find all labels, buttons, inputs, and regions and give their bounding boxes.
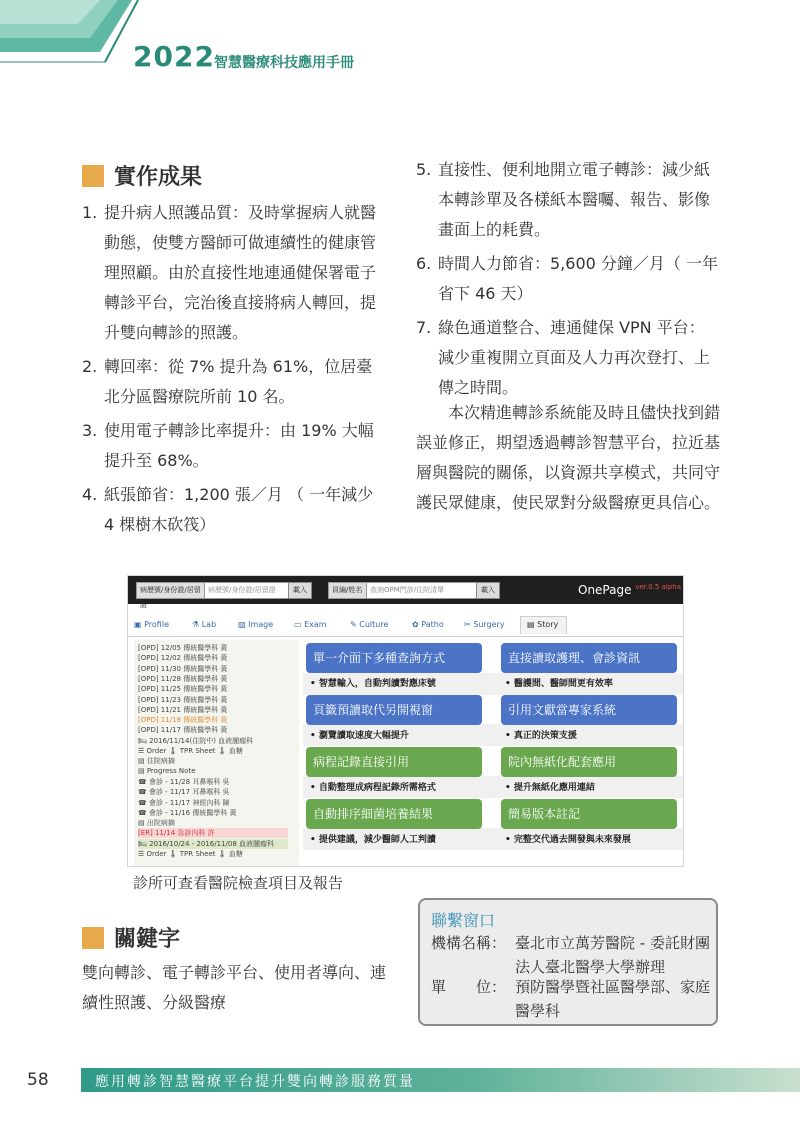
tab-story[interactable]: ▤ Story — [520, 616, 567, 634]
feature-bullet: • 瀏覽讀取速度大幅提升 — [310, 728, 409, 741]
feature-bullet: • 真正的決策支援 — [505, 728, 577, 741]
contact-unit-value: 預防醫學暨社區醫學部、家庭醫學科 — [515, 978, 711, 1020]
record-item[interactable]: ☎ 會診 - 11/16 傳統醫學科 黃 — [138, 808, 237, 817]
feature-bullet: • 自動整理成病程記錄所需格式 — [310, 780, 436, 793]
list-item: 7. 綠色通道整合、連通健保 VPN 平台：減少重複開立頁面及人力再次登打、上傳之時間。 — [416, 318, 711, 397]
heading-square-icon — [82, 165, 104, 187]
tab-image[interactable]: ▨ Image — [238, 620, 274, 629]
onepage-topbar — [128, 576, 683, 609]
feature-box: 引用文獻當專家系統 — [501, 695, 677, 725]
record-item[interactable]: ☰ Order 🌡 TPR Sheet 🌡 血糖 — [138, 850, 243, 858]
contact-org-value: 臺北市立萬芳醫院 - 委託財團法人臺北醫學大學辦理 — [515, 934, 710, 976]
list-item: 5. 直接性、便利地開立電子轉診：減少紙本轉診單及各樣紙本醫囑、報告、影像畫面上的耗費。 — [416, 160, 711, 239]
header-subtitle: 智慧醫療科技應用手冊 — [214, 55, 354, 71]
load-patient-button[interactable]: 載入 — [288, 582, 312, 599]
feature-box: 自動排序細菌培養結果 — [306, 799, 482, 829]
contact-title: 聯繫窗口 — [431, 911, 496, 930]
record-item[interactable]: ☎ 會診 - 11/28 耳鼻喉科 吳 — [138, 777, 230, 786]
feature-bullet: • 智慧輸入，自動判讀對應床號 — [310, 676, 436, 689]
list-item: 6. 時間人力節省：5,600 分鐘／月（ 一年省下 46 天） — [416, 254, 718, 303]
patient-id-input[interactable]: 病歷號/身份證/居留證 — [204, 582, 290, 599]
contact-unit-row — [431, 975, 716, 1025]
staff-label: 員編/姓名 — [328, 582, 368, 599]
tab-profile[interactable]: ▣ Profile — [134, 620, 169, 629]
feature-bullet: • 提升無紙化應用連結 — [505, 780, 595, 793]
results-heading — [82, 160, 202, 191]
header-decoration — [0, 0, 150, 80]
onepage-tabs — [128, 616, 683, 637]
record-item[interactable]: ☰ Order 🌡 TPR Sheet 🌡 血糖 — [138, 747, 243, 755]
footer-bar — [81, 1068, 800, 1092]
record-item[interactable]: [OPD] 11/30 傳統醫學科 黃 — [138, 664, 228, 673]
feature-box: 直接讀取護理、會診資訊 — [501, 643, 677, 673]
contact-box — [418, 898, 718, 1026]
record-item[interactable]: ☎ 會診 - 11/17 耳鼻喉科 吳 — [138, 788, 230, 797]
record-item[interactable]: [ER] 11/14 急診內科 許 — [138, 828, 288, 838]
feature-box: 院內無紙化配套應用 — [501, 747, 677, 777]
record-item[interactable]: [OPD] 11/18 傳統醫學科 黃 — [138, 716, 228, 725]
load-staff-button[interactable]: 載入 — [476, 582, 500, 599]
tab-surgery[interactable]: ✂ Surgery — [464, 620, 505, 629]
footer-title: 應用轉診智慧醫療平台提升雙向轉診服務質量 — [95, 1074, 415, 1090]
tab-exam[interactable]: ▭ Exam — [294, 620, 327, 629]
list-item: 4. 紙張節省：1,200 張／月 （ 一年減少 4 棵樹木砍筏） — [82, 485, 374, 534]
contact-org-label: 機構名稱： — [431, 934, 507, 952]
list-item: 2. 轉回率：從 7% 提升為 61%，位居臺北分區醫療院所前 10 名。 — [82, 357, 373, 406]
record-item[interactable]: 🛏 2016/10/24 - 2016/11/08 血液腫瘤科 — [138, 839, 288, 849]
page-number: 58 — [27, 1070, 49, 1090]
closing-paragraph: 本次精進轉診系統能及時且儘快找到錯誤並修正，期望透過轉診智慧平台，拉近基層與醫院的關係，以資源共享模式，共同守護民眾健康，使民眾對分級醫療更具信心。 — [416, 403, 721, 512]
keywords-title: 關鍵字 — [114, 927, 181, 952]
app-title: OnePage $^{ver.0.5 alpha}$ — [578, 583, 681, 597]
feature-box: 頁籤預讀取代另開視窗 — [306, 695, 482, 725]
tab-culture[interactable]: ✎ Culture — [350, 620, 389, 629]
record-item[interactable]: [OPD] 11/25 傳統醫學科 黃 — [138, 685, 228, 694]
feature-box: 病程記錄直接引用 — [306, 747, 482, 777]
feature-bullet: • 提供建議，減少醫師人工判讀 — [310, 832, 436, 845]
staff-input[interactable]: 查詢OPM門診/住院清單 — [366, 582, 478, 599]
record-item[interactable]: [OPD] 11/17 傳統醫學科 黃 — [138, 726, 228, 735]
record-item[interactable]: 🛏 2016/11/14(住院中) 血液腫瘤科 — [138, 736, 254, 745]
list-item: 3. 使用電子轉診比率提升：由 19% 大幅提升至 68%。 — [82, 421, 374, 470]
keywords-heading — [82, 922, 180, 953]
record-item[interactable]: ▤ 住院病摘 — [138, 757, 175, 766]
feature-box: 簡易版本註記 — [501, 799, 677, 829]
tab-lab[interactable]: ⚗ Lab — [192, 620, 217, 629]
record-item[interactable]: [OPD] 12/02 傳統醫學科 黃 — [138, 654, 228, 663]
feature-bullet: • 醫護間、醫師間更有效率 — [505, 676, 613, 689]
feature-box: 單一介面下多種查詢方式 — [306, 643, 482, 673]
header-year: 2022 — [133, 40, 215, 73]
contact-unit-label: 單 位： — [431, 978, 507, 996]
list-item: 1. 提升病人照護品質：及時掌握病人就醫動態，使雙方醫師可做連續性的健康管理照顧。由於直接性地連通健保署電子轉診平台，完治後直接將病人轉回，提升雙向轉診的照護。 — [82, 203, 377, 342]
record-item[interactable]: ☎ 會診 - 11/17 神經內科 陳 — [138, 798, 230, 807]
patient-id-label: 病歷號/身份證/居留證 — [136, 582, 206, 599]
record-item[interactable]: ▤ 出院病摘 — [138, 819, 175, 828]
keywords-text: 雙向轉診、電子轉診平台、使用者導向、連續性照護、分級醫療 — [82, 963, 387, 1012]
record-item[interactable]: [OPD] 11/23 傳統醫學科 黃 — [138, 695, 228, 704]
record-item[interactable]: [OPD] 11/28 傳統醫學科 黃 — [138, 674, 228, 683]
figure-caption: 診所可查看醫院檢查項目及報告 — [133, 874, 344, 892]
heading-square-icon — [82, 927, 104, 949]
app-version: ver.0.5 alpha — [635, 583, 681, 591]
results-list-left — [82, 198, 384, 540]
record-list — [134, 640, 299, 866]
feature-bullet: • 完整交代過去開發與未來發展 — [505, 832, 631, 845]
record-item[interactable]: ▤ Progress Note — [138, 766, 196, 775]
record-item[interactable]: [OPD] 12/05 傳統醫學科 黃 — [138, 644, 228, 652]
tab-patho[interactable]: ✿ Patho — [412, 620, 444, 629]
contact-org-row — [431, 931, 716, 981]
onepage-screenshot — [127, 575, 684, 867]
results-list-right — [416, 155, 720, 403]
results-title: 實作成果 — [114, 165, 203, 190]
record-item[interactable]: [OPD] 11/21 傳統醫學科 黃 — [138, 705, 228, 714]
